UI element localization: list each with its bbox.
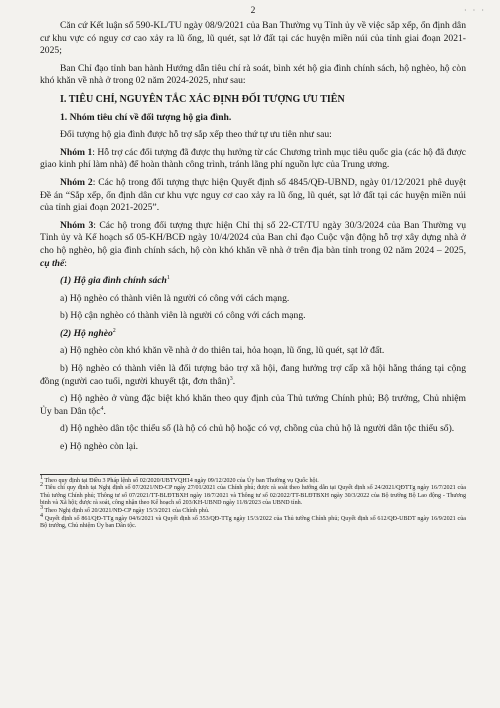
group-3-tail: cụ thể [40, 257, 65, 269]
poor-item-d: d) Hộ nghèo dân tộc thiểu số (là hộ có chủ hộ hoặc có vợ, chồng của chủ hộ là người dân tộc thiểu số). [60, 423, 455, 435]
footnote-ref-1: 1 [166, 274, 170, 281]
group-3-text: : Các hộ trong đối tượng thực hiện Chỉ thị số 22-CT/TU ngày 30/3/2024 của Ban Thường vụ Tỉnh ủy và Kế hoạch số 05-KH/BCĐ ngày 10/4/2024 của Ban chỉ đạo Cuộc vận động hỗ trợ xây dựng nhà ở cho hộ nghèo, hộ gia đình chính sách, hộ còn khó khăn về nhà ở trên địa bàn tỉnh trong 02 năm 2024 – 2025, [40, 219, 466, 256]
footnote-2-num: 2 [40, 482, 43, 489]
poor-household-title [40, 328, 466, 341]
page-number: 2 [250, 6, 256, 16]
paragraph-guidance: Ban Chỉ đạo tỉnh ban hành Hướng dẫn tiêu chí rà soát, bình xét hộ gia đình chính sách, hộ nghèo, hộ còn khó khăn về nhà ở trong 02 năm 2024-2025, như sau: [40, 62, 466, 87]
poor-item-c-text: c) Hộ nghèo ở vùng đặc biệt khó khăn theo quy định của Thủ tướng Chính phủ; Bộ trưởng, Chủ nhiệm Ủy ban Dân tộc [40, 393, 466, 417]
poor-item-a: a) Hộ nghèo còn khó khăn về nhà ở do thiên tai, hỏa hoạn, lũ ống, lũ quét, sạt lở đất. [60, 345, 385, 357]
policy-item-b: b) Hộ cận nghèo có thành viên là người có công với cách mạng. [60, 310, 306, 322]
policy-item-a: a) Hộ nghèo có thành viên là người có công với cách mạng. [60, 292, 290, 304]
group-1-paragraph [40, 147, 466, 172]
footnote-ref-4: 4 [100, 405, 104, 412]
footnote-ref-3: 3 [229, 375, 233, 382]
poor-item-e: e) Hộ nghèo còn lại. [60, 441, 139, 453]
policy-household-title [40, 275, 466, 288]
corner-mark: · · · [464, 6, 486, 15]
group-3-paragraph [40, 220, 466, 270]
footnote-3 [40, 505, 466, 516]
footnote-ref-2: 2 [112, 327, 116, 334]
group-3-colon: : [64, 257, 67, 269]
footnote-4-text: Quyết định số 861/QĐ-TTg ngày 04/6/2021 và Quyết định số 353/QĐ-TTg ngày 15/3/2022 của Thủ tướng Chính phủ; Quyết định số 612/QĐ-UBDT ngày 16/9/2021 của Bộ trưởng, Chủ nhiệm Ủy ban Dân tộc. [40, 515, 466, 530]
policy-household-title-text: (1) Hộ gia đình chính sách [60, 275, 167, 287]
group-1-label: Nhóm 1 [60, 146, 93, 158]
group-1-text: : Hỗ trợ các đối tượng đã được thụ hưởng từ các Chương trình mục tiêu quốc gia (các hộ đã được giao kinh phí làm nhà) để hoàn thành công trình, tránh lãng phí nguồn lực của Trung ương. [40, 146, 467, 171]
group-3-label: Nhóm 3 [60, 219, 94, 231]
poor-household-title-text: (2) Hộ nghèo [60, 327, 113, 339]
footnote-3-num: 3 [40, 505, 43, 512]
poor-item-c [40, 393, 466, 418]
subsection-heading: 1. Nhóm tiêu chí về đối tượng hộ gia đình. [60, 111, 232, 123]
section-heading: I. TIÊU CHÍ, NGUYÊN TẮC XÁC ĐỊNH ĐỐI TƯỢNG ƯU TIÊN [60, 93, 345, 105]
footnote-divider [40, 474, 190, 475]
poor-item-b-end: . [232, 375, 236, 387]
footnote-4-num: 4 [40, 512, 43, 519]
footnote-1-num: 1 [40, 474, 43, 481]
poor-item-c-end: . [103, 405, 106, 417]
poor-item-b [40, 363, 466, 388]
footnote-4 [40, 512, 466, 531]
footnote-3-text: Theo Nghị định số 20/2021/NĐ-CP ngày 15/3/2021 của Chính phủ. [43, 508, 210, 515]
footnote-2-text: Tiêu chí quy định tại Nghị định số 07/2021/NĐ-CP ngày 27/01/2021 của Chính phủ; được rà soát theo hướng dẫn tại Quyết định số 24/2021/QĐTTg ngày 16/7/2021 của Thủ tướng Chính phủ; Thông tư số 07/2021/TT-BLĐTBXH ngày 18/7/2021 và Thông tư số 02/2022/TT-BLĐTBXH ngày 30/3/2022 của Bộ trưởng Bộ Lao động - Thương binh và Xã hội; được rà soát, công nhận theo Kế hoạch số 203/KH-UBND ngày 11/8/2023 của UBND tỉnh. [40, 485, 466, 507]
group-2-label: Nhóm 2 [60, 176, 93, 188]
footnote-2 [40, 482, 466, 508]
group-2-paragraph [40, 177, 466, 215]
group-2-text: : Các hộ trong đối tượng thực hiện Quyết định số 4845/QĐ-UBND, ngày 01/12/2021 phê duyệt Đề án “Sắp xếp, ổn định dân cư khu vực nguy cơ cao xảy ra lũ ống, lũ quét, sạt lở đất tại các huyện miền núi của tỉnh giai đoạn 2021-2025”. [40, 176, 467, 214]
paragraph-conclusion: Căn cứ Kết luận số 590-KL/TU ngày 08/9/2021 của Ban Thường vụ Tỉnh ủy về việc sắp xếp, ổn định dân cư khu vực có nguy cơ cao xảy ra lũ ống, lũ quét, sạt lở đất tại các huyện miền núi của tỉnh giai đoạn 2021-2025; [40, 20, 466, 57]
poor-item-b-text: b) Hộ nghèo có thành viên là đối tượng bảo trợ xã hội, đang hưởng trợ cấp xã hội hằng tháng tại cộng đồng (người cao tuổi, người khuyết tật, đơn thân) [40, 363, 466, 387]
paragraph-priority-order: Đối tượng hộ gia đình được hỗ trợ sắp xếp theo thứ tự ưu tiên như sau: [60, 129, 332, 141]
footnote-1-text: Theo quy định tại Điều 3 Pháp lệnh số 02/2020/UBTVQH14 ngày 09/12/2020 của Ủy ban Thường vụ Quốc hội. [43, 477, 319, 484]
